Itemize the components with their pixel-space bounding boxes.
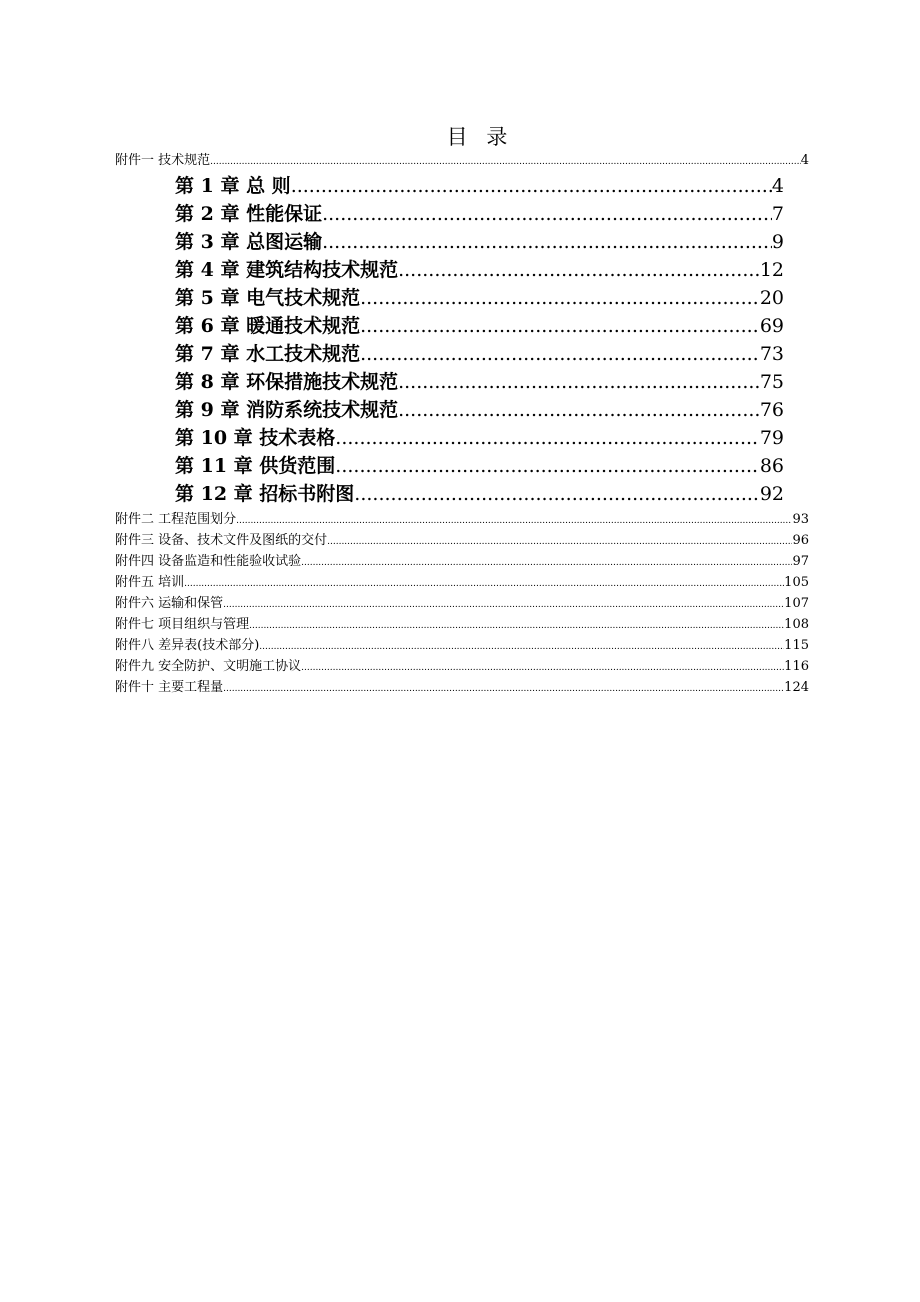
- toc-page-number: 115: [784, 638, 809, 653]
- toc-leader-dots: [398, 368, 760, 396]
- toc-title: 目 录: [446, 125, 514, 149]
- toc-page-number: 9: [771, 231, 784, 253]
- toc-entry-label: 附件四 设备监造和性能验收试验: [115, 554, 302, 569]
- toc-appendix-3[interactable]: [115, 531, 809, 551]
- toc-leader-dots: [360, 340, 760, 368]
- toc-entry-label: 第 10 章 技术表格: [175, 427, 336, 449]
- toc-entry-label: 附件七 项目组织与管理: [115, 617, 250, 632]
- toc-appendix-10[interactable]: [115, 678, 809, 698]
- toc-chapter-10[interactable]: [175, 424, 784, 452]
- toc-entry-label: 附件二 工程范围划分: [115, 512, 237, 527]
- toc-leader-dots: [259, 637, 784, 656]
- toc-chapter-12[interactable]: [175, 480, 784, 508]
- toc-leader-dots: [360, 284, 760, 312]
- toc-chapter-1[interactable]: [175, 172, 784, 200]
- toc-entry-label: 第 8 章 环保措施技术规范: [175, 371, 399, 393]
- toc-chapter-7[interactable]: [175, 340, 784, 368]
- toc-entry-label: 第 4 章 建筑结构技术规范: [175, 259, 399, 281]
- toc-entry-label: 附件一 技术规范: [115, 153, 211, 168]
- toc-entry-label: 第 11 章 供货范围: [175, 455, 336, 477]
- toc-page-number: 79: [759, 427, 784, 449]
- toc-page-number: 108: [784, 617, 809, 632]
- toc-page-number: 124: [784, 680, 809, 695]
- toc-entry-label: 第 6 章 暖通技术规范: [175, 315, 361, 337]
- toc-page-number: 4: [771, 175, 784, 197]
- toc-entry-label: 第 1 章 总 则: [175, 175, 291, 197]
- toc-leader-dots: [249, 616, 784, 635]
- toc-page-number: 12: [759, 259, 784, 281]
- toc-appendix-5[interactable]: [115, 573, 809, 593]
- toc-chapter-11[interactable]: [175, 452, 784, 480]
- toc-leader-dots: [223, 679, 784, 698]
- toc-leader-dots: [322, 200, 772, 228]
- toc-page-number: 69: [759, 315, 784, 337]
- toc-page-number: 86: [759, 455, 784, 477]
- toc-entry-label: 第 12 章 招标书附图: [175, 483, 355, 505]
- toc-chapter-5[interactable]: [175, 284, 784, 312]
- toc-leader-dots: [398, 396, 760, 424]
- toc-leader-dots: [354, 480, 760, 508]
- toc-leader-dots: [223, 595, 784, 614]
- toc-page-number: 20: [759, 287, 784, 309]
- toc-leader-dots: [360, 312, 760, 340]
- toc-leader-dots: [335, 452, 760, 480]
- toc-entry-label: 附件五 培训: [115, 575, 185, 590]
- toc-chapter-9[interactable]: [175, 396, 784, 424]
- toc-entry-label: 附件八 差异表(技术部分): [115, 638, 260, 653]
- toc-chapter-2[interactable]: [175, 200, 784, 228]
- toc-page-number: 7: [771, 203, 784, 225]
- toc-chapter-6[interactable]: [175, 312, 784, 340]
- toc-leader-dots: [398, 256, 760, 284]
- toc-leader-dots: [327, 532, 792, 551]
- toc-page-number: 75: [759, 371, 784, 393]
- toc-appendix-7[interactable]: [115, 615, 809, 635]
- toc-page-number: 76: [759, 399, 784, 421]
- toc-entry-label: 第 2 章 性能保证: [175, 203, 323, 225]
- toc-appendix-2[interactable]: [115, 510, 809, 530]
- toc-page-number: 4: [800, 153, 809, 168]
- toc-appendix-6[interactable]: [115, 594, 809, 614]
- toc-entry-label: 第 7 章 水工技术规范: [175, 343, 361, 365]
- toc-page-number: 116: [784, 659, 809, 674]
- toc-leader-dots: [291, 172, 772, 200]
- toc-appendix-1[interactable]: [115, 151, 809, 171]
- toc-entry-label: 第 3 章 总图运输: [175, 231, 323, 253]
- toc-leader-dots: [301, 553, 792, 572]
- toc-entry-label: 附件六 运输和保管: [115, 596, 224, 611]
- toc-entry-label: 第 5 章 电气技术规范: [175, 287, 361, 309]
- toc-page-number: 107: [784, 596, 809, 611]
- toc-chapter-8[interactable]: [175, 368, 784, 396]
- toc-page-number: 92: [759, 483, 784, 505]
- toc-appendix-9[interactable]: [115, 657, 809, 677]
- toc-appendix-8[interactable]: [115, 636, 809, 656]
- toc-leader-dots: [335, 424, 760, 452]
- toc-page-number: 97: [792, 554, 809, 569]
- toc-leader-dots: [210, 152, 801, 171]
- toc-entry-label: 第 9 章 消防系统技术规范: [175, 399, 399, 421]
- toc-leader-dots: [236, 511, 792, 530]
- toc-entry-label: 附件九 安全防护、文明施工协议: [115, 659, 302, 674]
- toc-leader-dots: [301, 658, 784, 677]
- toc-page-number: 93: [792, 512, 809, 527]
- toc-chapter-4[interactable]: [175, 256, 784, 284]
- toc-leader-dots: [184, 574, 784, 593]
- toc-chapter-3[interactable]: [175, 228, 784, 256]
- toc-page-number: 73: [759, 343, 784, 365]
- toc-appendix-4[interactable]: [115, 552, 809, 572]
- toc-leader-dots: [322, 228, 772, 256]
- toc-entry-label: 附件三 设备、技术文件及图纸的交付: [115, 533, 328, 548]
- toc-entry-label: 附件十 主要工程量: [115, 680, 224, 695]
- toc-page-number: 96: [792, 533, 809, 548]
- toc-page-number: 105: [784, 575, 809, 590]
